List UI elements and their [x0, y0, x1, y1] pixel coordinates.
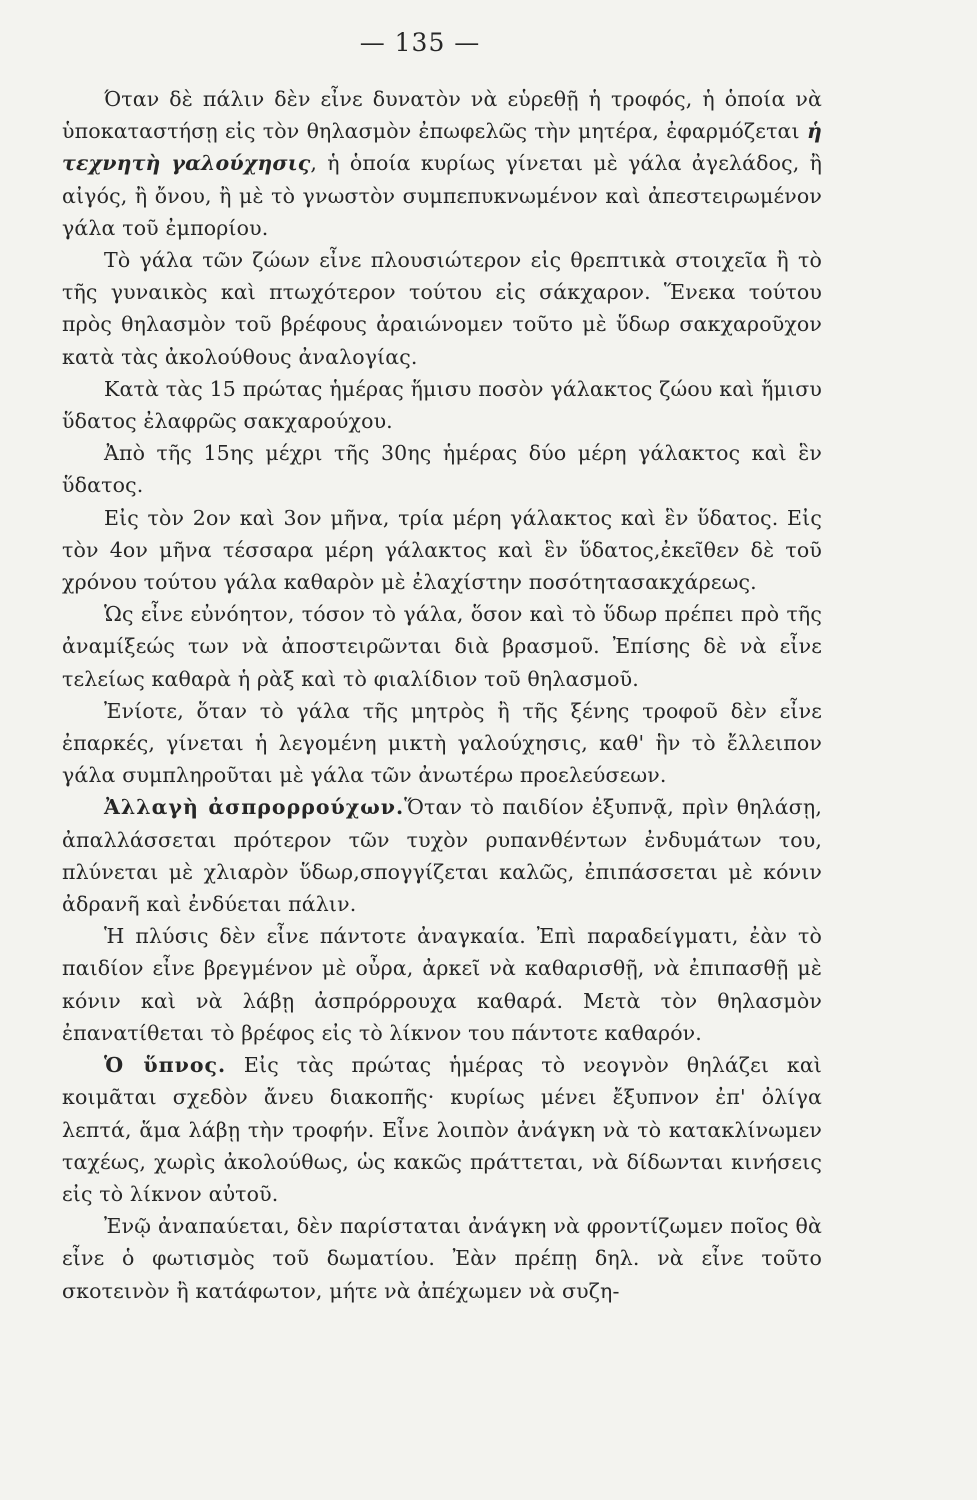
paragraph: Κατὰ τὰς 15 πρώτας ἡμέρας ἥμισυ ποσὸν γάλακτος ζώου καὶ ἥμισυ ὕδατος ἐλαφρῶς σακχαρούχου. [62, 376, 822, 434]
paragraph: Ἐνίοτε, ὅταν τὸ γάλα τῆς μητρὸς ἢ τῆς ξένης τροφοῦ δὲν εἶνε ἐπαρκές, γίνεται ἡ λεγομένη μικτὴ γαλούχησις, καθ' ἣν τὸ ἔλλειπον γάλα συμπληροῦται μὲ γάλα τῶν ἀνωτέρω προελεύσεων. [62, 698, 822, 788]
paragraph: Ἐνῷ ἀναπαύεται, δὲν παρίσταται ἀνάγκη νὰ φροντίζωμεν ποῖος θὰ εἶνε ὁ φωτισμὸς τοῦ δωματίου. Ἐὰν πρέπῃ δηλ. νὰ εἶνε τοῦτο σκοτεινὸν ἢ κατάφωτον, μήτε νὰ ἀπέχωμεν νὰ συζη- [62, 1214, 822, 1303]
section-heading: Ἀλλαγὴ ἀσπρορρούχων. [104, 795, 405, 820]
paragraph-artificial-feeding: Όταν δὲ πάλιν δὲν εἶνε δυνατὸν νὰ εὑρεθῇ ἡ τροφός, ἡ ὁποία νὰ ὑποκαταστήσῃ εἰς τὸν θηλασμὸν ἐπωφελῶς τὴν μητέρα, ἐφαρμόζεται ἡ τεχνητὴ γαλούχησις, ἡ ὁποία κυρίως γίνεται μὲ γάλα ἀγελάδος, ἢ αἰγός, ἢ ὄνου, ἢ μὲ τὸ γνωστὸν συμπεπυκνωμένον καὶ ἀπεστειρωμένον γάλα τοῦ ἐμπορίου. [62, 87, 822, 240]
paragraph: Τὸ γάλα τῶν ζώων εἶνε πλουσιώτερον εἰς θρεπτικὰ στοιχεῖα ἢ τὸ τῆς γυναικὸς καὶ πτωχότερον τούτου εἰς σάκχαρον. Ἕνεκα τούτου πρὸς θηλασμὸν τοῦ βρέφους ἀραιώνομεν τοῦτο μὲ ὕδωρ σακχαροῦχον κατὰ τὰς ἀκολούθους ἀναλογίας. [62, 248, 822, 369]
paragraph-sleep: Ὁ ὕπνος. Εἰς τὰς πρώτας ἡμέρας τὸ νεογνὸν θηλάζει καὶ κοιμᾶται σχεδὸν ἄνευ διακοπῆς· κυρίως μένει ἔξυπνον ἐπ' ὀλίγα λεπτά, ἅμα λάβῃ τὴν τροφήν. Εἶνε λοιπὸν ἀνάγκη νὰ τὸ κατακλίνωμεν ταχέως, χωρὶς ἀκολούθως, ὡς κακῶς πράττεται, νὰ δίδωνται κινήσεις εἰς τὸ λίκνον αὐτοῦ. [62, 1053, 822, 1206]
page-body [62, 83, 822, 1307]
paragraph: Ἀπὸ τῆς 15ης μέχρι τῆς 30ης ἡμέρας δύο μέρη γάλακτος καὶ ἓν ὕδατος. [62, 441, 822, 498]
paragraph-diaper-change: Ἀλλαγὴ ἀσπρορρούχων.Ὅταν τὸ παιδίον ἐξυπνᾷ, πρὶν θηλάσῃ, ἀπαλλάσσεται πρότερον τῶν τυχὸν ρυπανθέντων ἐνδυμάτων του, πλύνεται μὲ χλιαρὸν ὕδωρ,σπογγίζεται καλῶς, ἐπιπάσσεται μὲ κόνιν ἀδρανῆ καὶ ἐνδύεται πάλιν. [62, 795, 823, 917]
paragraph: Εἰς τὸν 2ον καὶ 3ον μῆνα, τρία μέρη γάλακτος καὶ ἓν ὕδατος. Εἰς τὸν 4ον μῆνα τέσσαρα μέρη γάλακτος καὶ ἓν ὕδατος,ἐκεῖθεν δὲ τοῦ χρόνου τούτου γάλα καθαρὸν μὲ ἐλαχίστην ποσότητασακχάρεως. [62, 505, 822, 595]
paragraph: Ὡς εἶνε εὐνόητον, τόσον τὸ γάλα, ὅσον καὶ τὸ ὕδωρ πρέπει πρὸ τῆς ἀναμίξεώς των νὰ ἀποστειρῶνται διὰ βρασμοῦ. Ἐπίσης δὲ νὰ εἶνε τελείως καθαρὰ ἡ ρὰξ καὶ τὸ φιαλίδιον τοῦ θηλασμοῦ. [62, 602, 822, 691]
page-number: — 135 — [359, 28, 481, 57]
emphasized-term: ἡ τεχνητὴ γαλούχησις [62, 119, 822, 176]
paragraph: Ἡ πλύσις δὲν εἶνε πάντοτε ἀναγκαία. Ἐπὶ παραδείγματι, ἐὰν τὸ παιδίον εἶνε βρεγμένον μὲ οὖρα, ἀρκεῖ νὰ καθαρισθῇ, νὰ ἐπιπασθῇ μὲ κόνιν καὶ νὰ λάβῃ ἀσπρόρρουχα καθαρά. Μετὰ τὸν θηλασμὸν ἐπανατίθεται τὸ βρέφος εἰς τὸ λίκνον του πάντοτε καθαρόν. [62, 924, 822, 1045]
section-heading: Ὁ ὕπνος. [104, 1053, 227, 1078]
